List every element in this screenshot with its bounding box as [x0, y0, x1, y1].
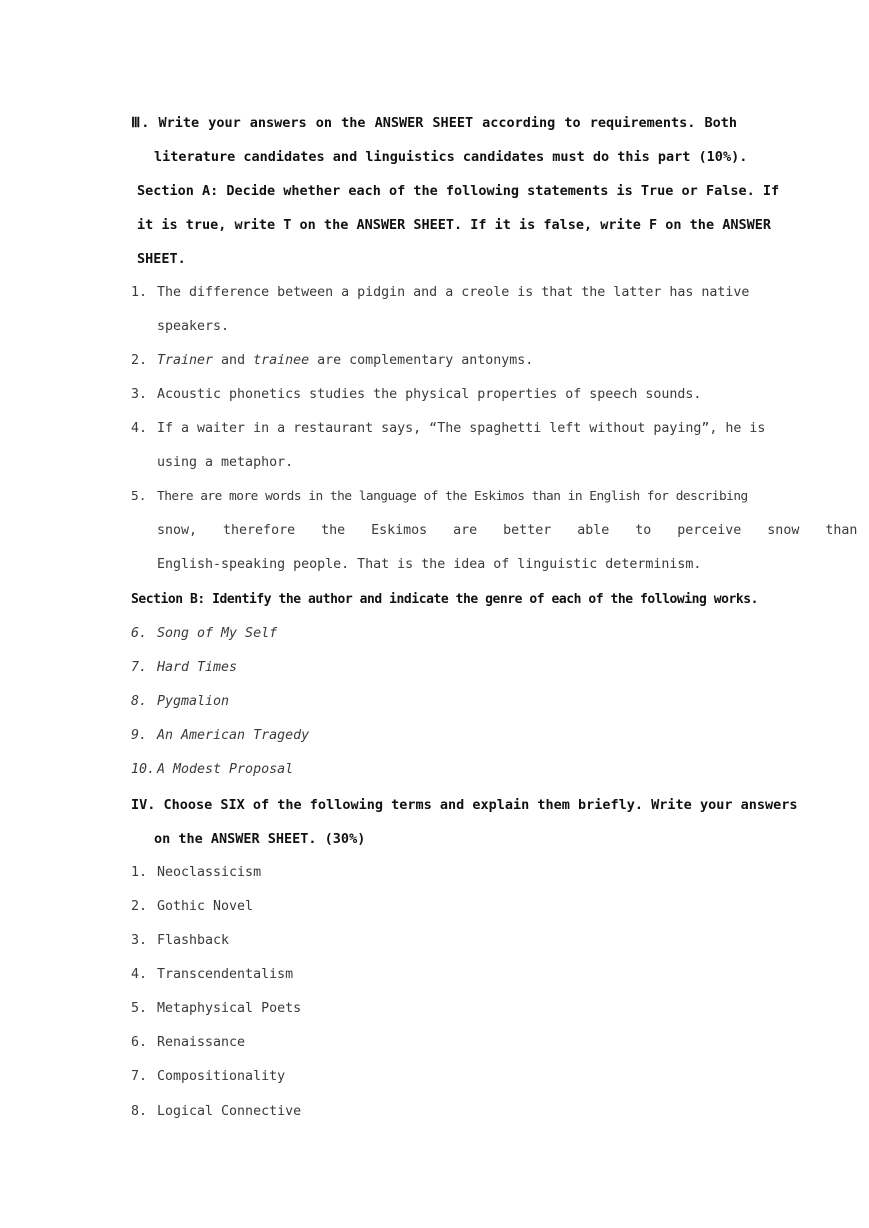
work-number: 8.	[131, 694, 148, 709]
work-9	[131, 719, 737, 753]
term-7	[131, 1060, 737, 1094]
term-3	[131, 924, 737, 958]
term-5	[131, 992, 737, 1026]
statement-1	[131, 276, 750, 310]
term-1	[131, 856, 737, 890]
italic-term-trainer: Trainer	[157, 353, 214, 368]
term-text: Flashback	[157, 933, 230, 948]
work-6	[131, 617, 737, 651]
work-number: 9.	[131, 728, 148, 743]
statement-2	[131, 344, 737, 378]
statement-text: There are more words in the language of the Eskimos than in English for describing	[157, 489, 748, 504]
term-number: 7.	[131, 1069, 148, 1084]
statement-text: If a waiter in a restaurant says, “The spaghetti left without paying”, he is	[157, 421, 766, 436]
statement-1-continued: speakers.	[157, 319, 230, 334]
statement-text: The difference between a pidgin and a creole is that the latter has native	[157, 285, 750, 300]
statement-5-continued: snow, therefore the Eskimos are better able to perceive snow than	[157, 523, 858, 538]
term-number: 4.	[131, 967, 148, 982]
term-text: Neoclassicism	[157, 865, 262, 880]
statement-4	[131, 412, 766, 446]
work-number: 6.	[131, 626, 148, 641]
section-4-heading-line1: IV. Choose SIX of the following terms and explain them briefly. Write your answers	[131, 797, 798, 813]
term-number: 6.	[131, 1035, 148, 1050]
term-text: Transcendentalism	[157, 967, 294, 982]
statement-4-continued: using a metaphor.	[157, 455, 294, 470]
work-title: A Modest Proposal	[157, 762, 294, 777]
section-3-heading-line2: literature candidates and linguistics candidates must do this part (10%).	[154, 149, 748, 165]
term-number: 2.	[131, 899, 148, 914]
work-8	[131, 685, 737, 719]
statement-text: and	[213, 353, 254, 368]
statement-text: Acoustic phonetics studies the physical properties of speech sounds.	[157, 387, 702, 402]
statement-3	[131, 378, 737, 412]
term-text: Logical Connective	[157, 1104, 302, 1119]
work-title: Song of My Self	[157, 626, 278, 641]
term-number: 1.	[131, 865, 148, 880]
term-number: 8.	[131, 1104, 148, 1119]
section-a-instructions-line2: it is true, write T on the ANSWER SHEET. If it is false, write F on the ANSWER	[137, 217, 771, 233]
statement-text: are complementary antonyms.	[309, 353, 534, 368]
statement-number: 4.	[131, 421, 148, 436]
statement-number: 2.	[131, 353, 148, 368]
term-number: 3.	[131, 933, 148, 948]
italic-term-trainee: trainee	[253, 353, 310, 368]
work-title: An American Tragedy	[157, 728, 310, 743]
term-text: Gothic Novel	[157, 899, 254, 914]
statement-number: 5.	[131, 489, 147, 504]
section-b-heading: Section B: Identify the author and indicate the genre of each of the following works.	[131, 592, 759, 607]
statement-5	[131, 480, 748, 514]
statement-5-continued-2: English-speaking people. That is the idea of linguistic determinism.	[157, 557, 702, 572]
work-title: Pygmalion	[157, 694, 230, 709]
work-10	[131, 753, 737, 787]
work-7	[131, 651, 737, 685]
statement-number: 1.	[131, 285, 148, 300]
term-text: Renaissance	[157, 1035, 246, 1050]
term-text: Compositionality	[157, 1069, 286, 1084]
work-title: Hard Times	[157, 660, 238, 675]
section-4-heading-line2: on the ANSWER SHEET. (30%)	[154, 831, 366, 847]
section-a-instructions-line3: SHEET.	[137, 251, 186, 267]
section-3-heading-line1: Ⅲ. Write your answers on the ANSWER SHEET according to requirements. Both	[131, 115, 737, 131]
term-8	[131, 1095, 737, 1129]
term-text: Metaphysical Poets	[157, 1001, 302, 1016]
term-2	[131, 890, 737, 924]
work-number: 7.	[131, 660, 148, 675]
section-a-instructions-line1: Section A: Decide whether each of the following statements is True or False. If	[137, 183, 780, 199]
term-4	[131, 958, 737, 992]
work-number: 10.	[131, 762, 156, 777]
term-6	[131, 1026, 737, 1060]
term-number: 5.	[131, 1001, 148, 1016]
statement-number: 3.	[131, 387, 148, 402]
